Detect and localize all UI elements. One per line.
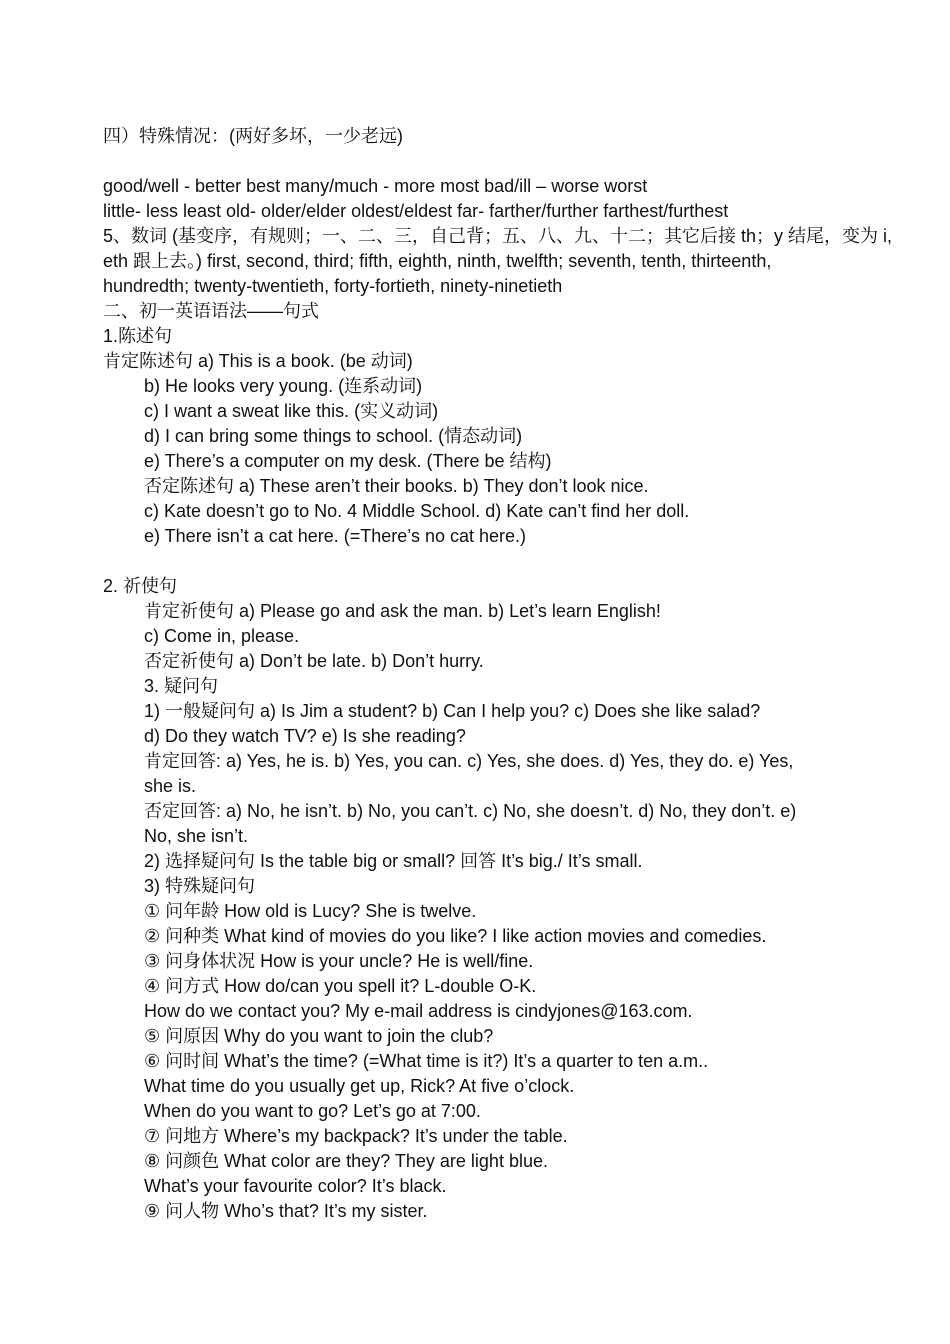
text-line: 1) 一般疑问句 a) Is Jim a student? b) Can I help you? c) Does she like salad? — [144, 701, 761, 721]
text-line: hundredth; twenty-twentieth, forty-fortieth, ninety-ninetieth — [103, 276, 563, 296]
text-line: No, she isn’t. — [144, 826, 249, 846]
subsection-heading-imperative: 2. 祈使句 — [103, 576, 178, 596]
text-line: 5、数词 (基变序，有规则；一、二、三，自己背；五、八、九、十二；其它后接 th；y 结尾，变为 i, — [103, 226, 893, 246]
text-line: ⑤ 问原因 Why do you want to join the club? — [144, 1026, 494, 1046]
text-line: 2) 选择疑问句 Is the table big or small? 回答 It’s big./ It’s small. — [144, 851, 643, 871]
text-line: ③ 问身体状况 How is your uncle? He is well/fine. — [144, 951, 534, 971]
subsection-heading-declarative: 1.陈述句 — [103, 326, 173, 346]
text-line: 否定祈使句 a) Don’t be late. b) Don’t hurry. — [144, 651, 484, 671]
text-line: little- less least old- older/elder oldest/eldest far- farther/further farthest/furthest — [103, 201, 729, 221]
text-line: 肯定陈述句 a) This is a book. (be 动词) — [103, 351, 413, 371]
text-line: 否定陈述句 a) These aren’t their books. b) They don’t look nice. — [144, 476, 649, 496]
text-line: c) Come in, please. — [144, 626, 300, 646]
text-line: d) I can bring some things to school. (情态动词) — [144, 426, 523, 446]
text-line: ⑧ 问颜色 What color are they? They are light blue. — [144, 1151, 548, 1171]
text-line: e) There’s a computer on my desk. (There be 结构) — [144, 451, 552, 471]
text-line: c) Kate doesn’t go to No. 4 Middle School. d) Kate can’t find her doll. — [144, 501, 690, 521]
section-heading-sentence-types: 二、初一英语语法——句式 — [103, 301, 319, 321]
text-line: d) Do they watch TV? e) Is she reading? — [144, 726, 466, 746]
text-line: good/well - better best many/much - more most bad/ill – worse worst — [103, 176, 648, 196]
text-line: ① 问年龄 How old is Lucy? She is twelve. — [144, 901, 477, 921]
text-line: ② 问种类 What kind of movies do you like? I like action movies and comedies. — [144, 926, 767, 946]
text-line: eth 跟上去。) first, second, third; fifth, eighth, ninth, twelfth; seventh, tenth, thirteenth, — [103, 251, 772, 271]
text-line: What time do you usually get up, Rick? At five o’clock. — [144, 1076, 575, 1096]
text-line: c) I want a sweat like this. (实义动词) — [144, 401, 439, 421]
text-line: she is. — [144, 776, 197, 796]
text-line: e) There isn’t a cat here. (=There’s no cat here.) — [144, 526, 527, 546]
text-line: ④ 问方式 How do/can you spell it? L-double O-K. — [144, 976, 537, 996]
text-line: b) He looks very young. (连系动词) — [144, 376, 423, 396]
text-line: What’s your favourite color? It’s black. — [144, 1176, 447, 1196]
text-line: 肯定回答: a) Yes, he is. b) Yes, you can. c) Yes, she does. d) Yes, they do. e) Yes, — [144, 751, 794, 771]
text-line: How do we contact you? My e-mail address is cindyjones@163.com. — [144, 1001, 693, 1021]
section-heading-special-cases: 四）特殊情况：(两好多坏，一少老远) — [103, 126, 403, 146]
text-line: ⑦ 问地方 Where’s my backpack? It’s under the table. — [144, 1126, 568, 1146]
text-line: 3) 特殊疑问句 — [144, 876, 256, 896]
text-line: ⑥ 问时间 What’s the time? (=What time is it?) It’s a quarter to ten a.m.. — [144, 1051, 709, 1071]
text-line: ⑨ 问人物 Who’s that? It’s my sister. — [144, 1201, 428, 1221]
subsection-heading-interrogative: 3. 疑问句 — [144, 676, 219, 696]
text-line: 否定回答: a) No, he isn’t. b) No, you can’t. c) No, she doesn’t. d) No, they don’t. e) — [144, 801, 797, 821]
text-line: When do you want to go? Let’s go at 7:00. — [144, 1101, 481, 1121]
text-line: 肯定祈使句 a) Please go and ask the man. b) Let’s learn English! — [144, 601, 661, 621]
